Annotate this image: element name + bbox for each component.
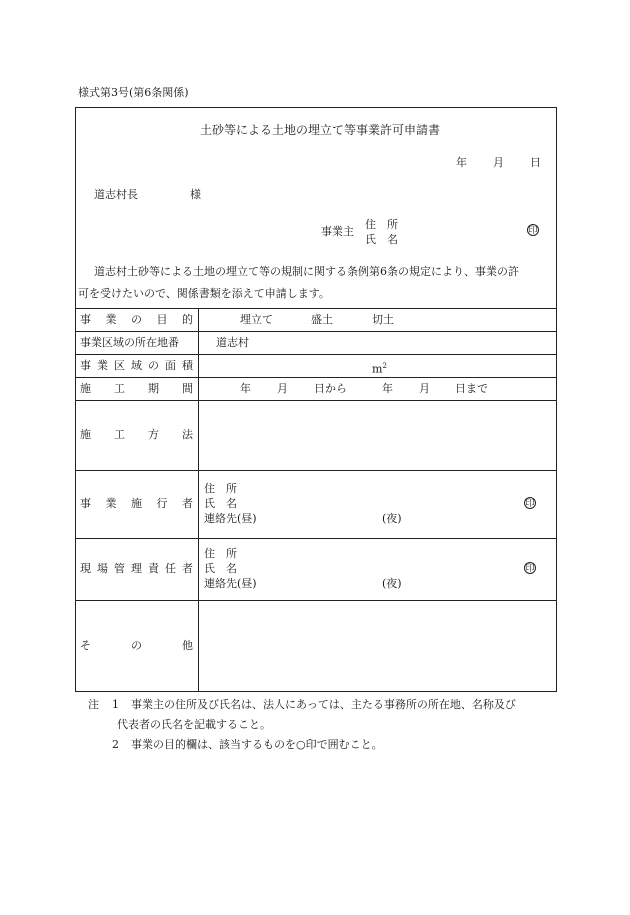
table-top-line	[75, 308, 557, 309]
manager-contact-night[interactable]: (夜)	[382, 577, 402, 590]
purpose-option-embankment[interactable]: 盛土	[311, 313, 333, 326]
location-label: 事業区域の所在地番	[80, 336, 179, 349]
row-line	[75, 470, 557, 471]
body-text-line1: 道志村土砂等による土地の埋立て等の規制に関する条例第6条の規定により、事業の許	[94, 265, 519, 278]
applicant-address-label: 住 所	[365, 218, 398, 231]
location-value[interactable]: 道志村	[216, 336, 249, 349]
date-year: 年	[456, 156, 467, 169]
purpose-option-fill[interactable]: 埋立て	[240, 313, 273, 326]
date-day: 日	[530, 156, 541, 169]
period-end-month[interactable]: 月	[419, 382, 430, 395]
note-1-line2: 代表者の氏名を記載すること。	[117, 718, 271, 731]
note-2-line1: 事業の目的欄は、該当するものを○印で囲むこと。	[131, 738, 383, 751]
method-label: 施 工 方 法	[80, 428, 193, 441]
addressee-name: 道志村長	[94, 188, 138, 201]
period-end-year[interactable]: 年	[382, 382, 393, 395]
period-label: 施 工 期 間	[80, 382, 193, 395]
applicant-seal-icon: 印	[528, 226, 538, 236]
other-label: そ の 他	[80, 639, 193, 652]
note-1-number: 1	[112, 698, 119, 711]
applicant-name-label: 氏 名	[365, 233, 398, 246]
manager-seal-icon: 印	[525, 564, 535, 574]
area-unit[interactable]: $m^2$	[372, 362, 387, 376]
row-line	[75, 400, 557, 401]
period-start-day[interactable]: 日から	[314, 382, 347, 395]
row-line	[75, 331, 557, 332]
body-text-line2: 可を受けたいので、関係書類を添えて申請します。	[78, 287, 330, 300]
executor-contact-night[interactable]: (夜)	[382, 512, 402, 525]
note-1-line1: 事業主の住所及び氏名は、法人にあっては、主たる事務所の所在地、名称及び	[131, 698, 516, 711]
period-start-month[interactable]: 月	[277, 382, 288, 395]
form-title: 土砂等による土地の埋立て等事業許可申請書	[200, 123, 441, 137]
row-line	[75, 354, 557, 355]
period-start-year[interactable]: 年	[240, 382, 251, 395]
note-2-number: 2	[112, 738, 119, 751]
form-number: 様式第3号(第6条関係)	[78, 86, 189, 99]
executor-address-label[interactable]: 住 所	[204, 482, 237, 495]
executor-name-label[interactable]: 氏 名	[204, 497, 237, 510]
manager-name-label[interactable]: 氏 名	[204, 562, 237, 575]
executor-label: 事 業 施 行 者	[80, 497, 193, 510]
period-end-day[interactable]: 日まで	[455, 382, 488, 395]
purpose-label: 事 業 の 目 的	[80, 313, 193, 326]
addressee-honorific: 様	[190, 188, 201, 201]
notes-prefix: 注	[88, 698, 99, 711]
executor-seal-icon: 印	[525, 499, 535, 509]
area-label: 事 業 区 域 の 面 積	[80, 359, 193, 372]
row-line	[75, 538, 557, 539]
applicant-label: 事業主	[321, 225, 354, 238]
row-line	[75, 377, 557, 378]
column-divider	[198, 308, 199, 692]
manager-contact-day[interactable]: 連絡先(昼)	[204, 577, 257, 590]
date-month: 月	[493, 156, 504, 169]
row-line	[75, 600, 557, 601]
manager-address-label[interactable]: 住 所	[204, 547, 237, 560]
purpose-option-cut[interactable]: 切土	[372, 313, 394, 326]
executor-contact-day[interactable]: 連絡先(昼)	[204, 512, 257, 525]
manager-label: 現 場 管 理 責 任 者	[80, 562, 193, 575]
